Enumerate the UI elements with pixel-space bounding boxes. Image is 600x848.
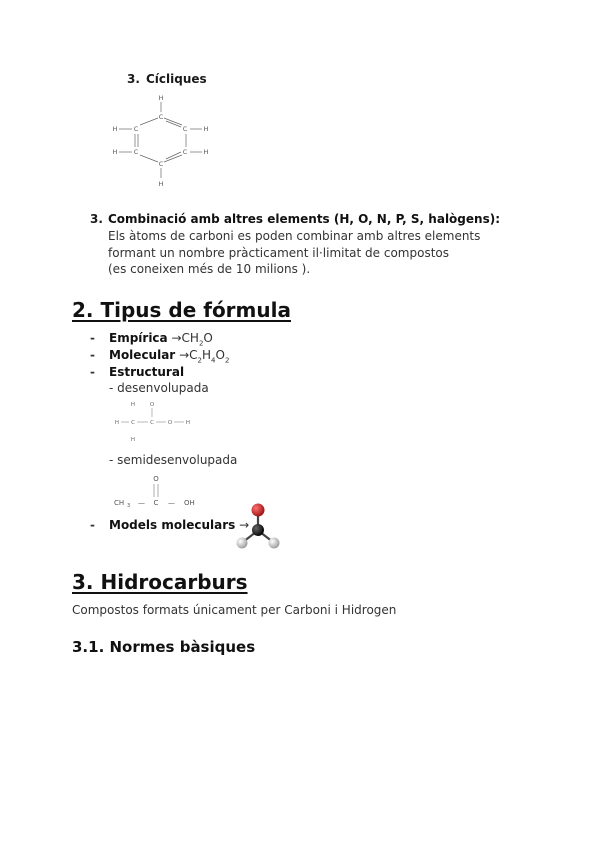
item-number: 3.: [127, 72, 140, 86]
list-number: 3.: [90, 212, 103, 226]
ring-atom-h-ul: H: [112, 125, 118, 133]
item-label-cicliques: Cícliques: [146, 72, 207, 86]
dev-h-top: H: [130, 402, 136, 408]
ring-atom-c-ll: C: [133, 148, 139, 156]
dev-o-right: O: [167, 420, 173, 426]
formula-item-empirica: - Empírica $\to CH_2O$: [90, 331, 213, 348]
formula-item-models: - Models moleculars →: [90, 518, 250, 532]
oxygen-atom-ball: [252, 504, 265, 517]
molecule-model-image: [234, 500, 284, 552]
dev-h-bottom: H: [130, 437, 136, 443]
section-intro-text: Compostos formats únicament per Carboni i Hidrogen: [72, 603, 397, 617]
body-line: formant un nombre pràcticament il·limitat de compostos: [108, 245, 449, 260]
semi-ch3: CH: [114, 499, 125, 507]
ring-atom-h-ll: H: [112, 148, 118, 156]
dev-c2: C: [150, 420, 154, 426]
ring-atom-c-ur: C: [182, 125, 188, 133]
semi-bond1: —: [138, 499, 145, 507]
dev-c1: C: [131, 420, 135, 426]
body-line: Els àtoms de carboni es poden combinar amb altres elements: [108, 229, 481, 243]
formula-item-molecular: - Molecular $\to C_2H_4O_2$: [90, 348, 230, 365]
semi-oh: OH: [184, 499, 195, 507]
cyclic-structure-diagram: [105, 88, 225, 193]
ring-atom-c-bottom: C: [158, 160, 164, 168]
dev-o-top: O: [149, 402, 155, 408]
ring-atom-h-bottom: H: [158, 180, 164, 188]
list-item-title: Combinació amb altres elements (H, O, N, P, S, halògens):: [108, 212, 500, 226]
subsection-heading-normes: 3.1. Normes bàsiques: [72, 638, 256, 656]
dev-h-left: H: [114, 420, 120, 426]
dev-h-right: H: [185, 420, 191, 426]
list-item-body: [108, 228, 528, 278]
section-heading-hidrocarburs: 3. Hidrocarburs: [72, 570, 248, 594]
developed-formula-diagram: [110, 398, 200, 444]
ring-atom-h-top: H: [158, 94, 164, 102]
section-heading-tipus-formula: 2. Tipus de fórmula: [72, 298, 291, 322]
semi-double-bond: [154, 484, 158, 497]
estructural-desenvolupada: - desenvolupada: [109, 381, 209, 395]
ring-atom-h-lr: H: [203, 148, 209, 156]
semi-o: O: [153, 475, 159, 483]
hydrogen-atom-ball-left: [237, 538, 248, 549]
hydrogen-atom-ball-right: [269, 538, 280, 549]
formula-item-estructural: - Estructural: [90, 365, 185, 379]
ring-atom-c-top: C: [158, 113, 164, 121]
semi-bond2: —: [168, 499, 175, 507]
semi-c: C: [153, 499, 159, 507]
ring-atom-c-ul: C: [133, 125, 139, 133]
body-line: (es coneixen més de 10 milions ).: [108, 262, 311, 276]
carbon-atom-ball: [252, 524, 264, 536]
ring-atom-h-ur: H: [203, 125, 209, 133]
semideveloped-formula-diagram: [110, 472, 210, 510]
ring-atom-c-lr: C: [182, 148, 188, 156]
semi-ch3-sub: 3: [127, 503, 131, 509]
estructural-semidesenvolupada: - semidesenvolupada: [109, 453, 238, 467]
